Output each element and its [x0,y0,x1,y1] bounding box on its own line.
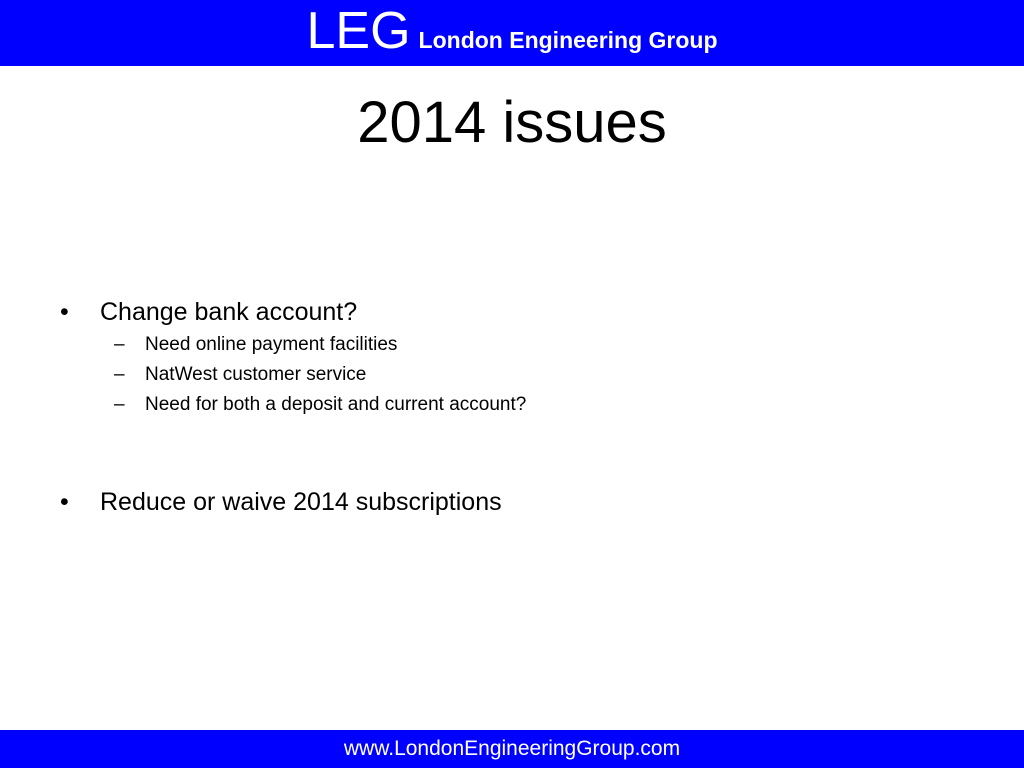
bullet-marker: • [60,488,69,516]
sub-item-text: Need online payment facilities [145,334,398,355]
bullet-marker: • [60,298,69,326]
footer-bar [0,730,1024,768]
header-brand [0,2,1024,60]
bullet-text: Reduce or waive 2014 subscriptions [100,488,502,516]
bullet-item [60,294,980,330]
sub-item-text: Need for both a deposit and current account? [145,394,527,415]
bullet-text: Change bank account? [100,298,358,326]
sub-item [60,390,980,420]
sub-list [60,330,980,420]
sub-marker: – [114,394,125,415]
bullet-item [60,484,980,520]
spacer [60,420,980,484]
page-title: 2014 issues [357,90,667,155]
header-bar [0,0,1024,66]
bullet-list [60,294,980,520]
sub-item [60,330,980,360]
brand-name: London Engineering Group [418,27,718,53]
footer-url[interactable]: www.LondonEngineeringGroup.com [343,737,681,760]
sub-item-text: NatWest customer service [145,364,367,385]
sub-marker: – [114,334,125,355]
sub-item [60,360,980,390]
sub-marker: – [114,364,125,385]
brand-abbreviation: LEG [306,2,411,60]
